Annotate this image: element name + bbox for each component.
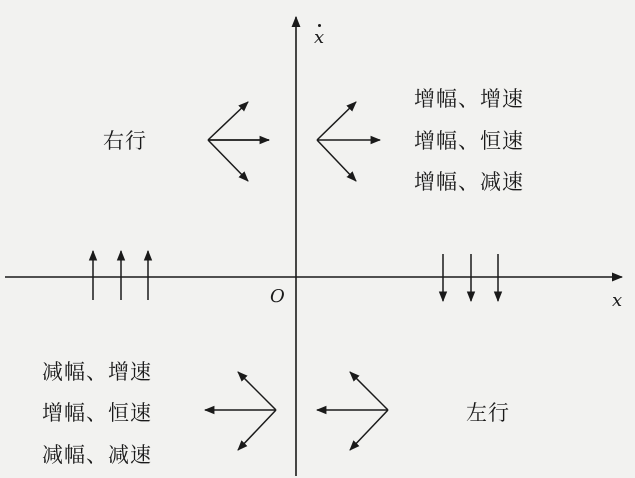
right-travel-label: 右行 <box>103 129 147 153</box>
y-axis-label: x <box>314 27 325 48</box>
lower-left-line-2: 增幅、恒速 <box>42 401 152 425</box>
fan-arrow <box>238 410 276 450</box>
upper-left-arrow-fan <box>208 102 269 181</box>
fan-arrow <box>350 372 388 410</box>
upper-right-line-1: 增幅、增速 <box>414 87 524 111</box>
x-axis-label: x <box>612 290 623 311</box>
fan-arrow <box>350 410 388 450</box>
lower-right-arrow-fan <box>317 372 388 450</box>
fan-arrow <box>317 140 356 181</box>
upper-right-arrow-fan <box>317 102 380 181</box>
upper-right-line-3: 增幅、减速 <box>414 170 524 194</box>
lower-left-arrow-fan <box>205 372 276 450</box>
upper-right-line-2: 增幅、恒速 <box>414 129 524 153</box>
lower-left-line-1: 减幅、增速 <box>42 360 152 384</box>
origin-label: O <box>270 286 285 307</box>
fan-arrow <box>208 140 248 181</box>
fan-arrow <box>208 102 248 140</box>
lower-left-line-3: 减幅、减速 <box>42 443 152 467</box>
fan-arrow <box>238 372 276 410</box>
left-travel-label: 左行 <box>466 401 510 425</box>
left-up-arrows <box>93 251 148 300</box>
fan-arrow <box>317 102 356 140</box>
